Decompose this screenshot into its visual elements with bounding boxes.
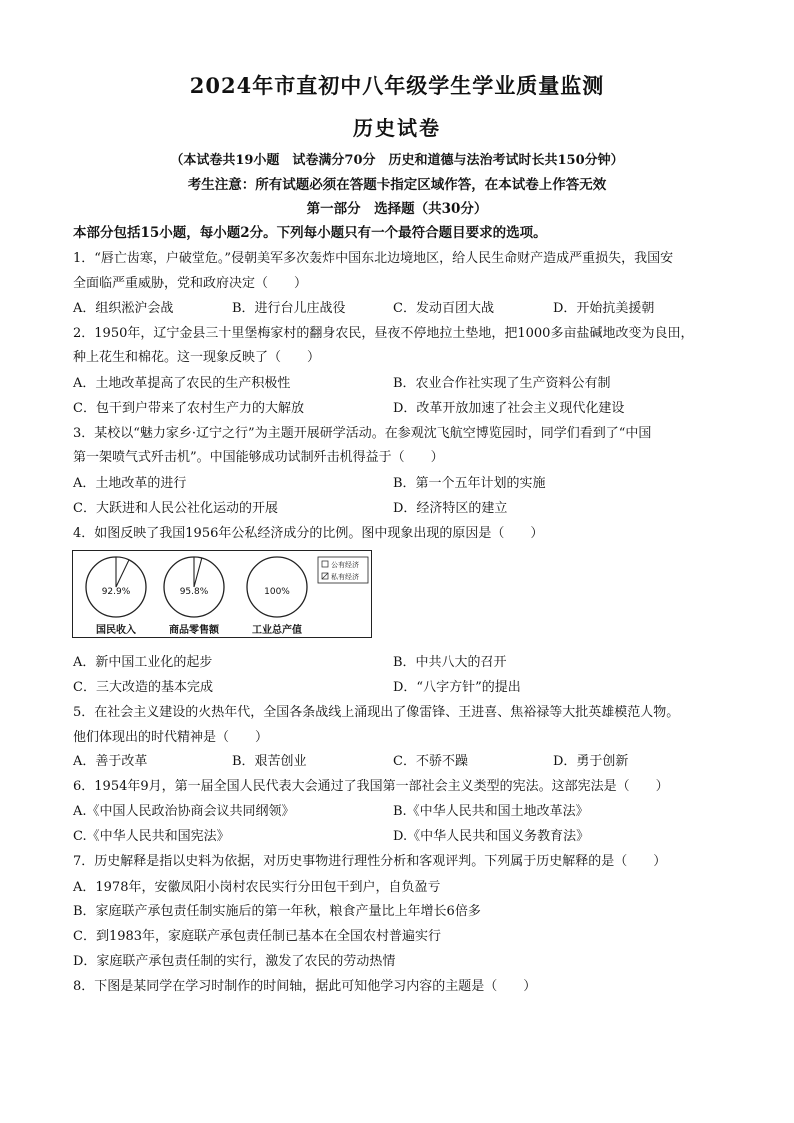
question-7-option-c: C．到1983年，家庭联产承包责任制已基本在全国农村普遍实行 bbox=[73, 929, 442, 944]
question-6-option-c: C.《中华人民共和国宪法》 bbox=[73, 829, 230, 844]
pie-chart-svg bbox=[73, 551, 373, 639]
exam-notice: 考生注意：所有试题必须在答题卡指定区域作答，在本试卷上作答无效 bbox=[187, 177, 607, 193]
question-5-option-d: D．勇于创新 bbox=[553, 754, 629, 769]
question-3-line-1: 3．某校以“魅力家乡·辽宁之行”为主题开展研学活动。在参观沈飞航空博览园时，同学们看到了“中国 bbox=[73, 426, 652, 441]
question-5-line-2: 他们体现出的时代精神是（ ） bbox=[73, 730, 269, 745]
question-7-option-a: A．1978年，安徽凤阳小岗村农民实行分田包干到户，自负盈亏 bbox=[73, 880, 441, 895]
question-5-option-a: A．善于改革 bbox=[73, 754, 148, 769]
question-6-option-a: A.《中国人民政治协商会议共同纲领》 bbox=[73, 804, 295, 819]
question-3-option-d: D．经济特区的建立 bbox=[393, 501, 508, 516]
pie-1-category-label: 国民收入 bbox=[96, 625, 136, 636]
question-1-line-2: 全面临严重威胁，党和政府决定（ ） bbox=[73, 276, 308, 291]
question-2-option-b: B．农业合作社实现了生产资料公有制 bbox=[393, 376, 611, 391]
question-4-option-b: B．中共八大的召开 bbox=[393, 655, 507, 670]
exam-subject: 历史试卷 bbox=[353, 116, 441, 140]
question-8-line-1: 8．下图是某同学在学习时制作的时间轴，据此可知他学习内容的主题是（ ） bbox=[73, 979, 537, 994]
pie-legend-label-1: 公有经济 bbox=[331, 561, 359, 569]
question-5-option-c: C．不骄不躁 bbox=[393, 754, 468, 769]
question-5-line-1: 5．在社会主义建设的火热年代，全国各条战线上涌现出了像雷锋、王进喜、焦裕禄等大批英雄模范人物。 bbox=[73, 705, 680, 720]
part-heading: 第一部分 选择题（共30分） bbox=[306, 201, 488, 217]
pie-3-value-label: 100% bbox=[264, 587, 290, 597]
pie-legend-label-2: 私有经济 bbox=[331, 573, 359, 581]
pie-2-category-label: 商品零售额 bbox=[169, 625, 219, 636]
question-2-line-1: 2．1950年，辽宁金县三十里堡梅家村的翻身农民，昼夜不停地拉土垫地，把1000多亩盐碱地改变为良田， bbox=[73, 326, 694, 341]
question-1-option-c: C．发动百团大战 bbox=[393, 301, 494, 316]
part-instruction: 本部分包括15小题，每小题2分。下列每小题只有一个最符合题目要求的选项。 bbox=[73, 225, 547, 241]
question-4-option-d: D．“八字方针”的提出 bbox=[393, 680, 521, 695]
question-2-option-a: A．土地改革提高了农民的生产积极性 bbox=[73, 376, 291, 391]
question-3-option-a: A．土地改革的进行 bbox=[73, 476, 187, 491]
pie-legend-swatch-1 bbox=[322, 561, 328, 567]
question-1-option-b: B．进行台儿庄战役 bbox=[232, 301, 346, 316]
question-2-line-2: 种上花生和棉花。这一现象反映了（ ） bbox=[73, 350, 321, 365]
question-4-option-c: C．三大改造的基本完成 bbox=[73, 680, 213, 695]
pie-2-value-label: 95.8% bbox=[179, 587, 209, 597]
pie-1-value-label: 92.9% bbox=[101, 587, 131, 597]
question-7-option-b: B．家庭联产承包责任制实施后的第一年秋，粮食产量比上年增长6倍多 bbox=[73, 904, 481, 919]
question-7-line-1: 7．历史解释是指以史料为依据，对历史事物进行理性分析和客观评判。下列属于历史解释的是（ ） bbox=[73, 854, 667, 869]
question-3-option-b: B．第一个五年计划的实施 bbox=[393, 476, 546, 491]
question-4-line-1: 4．如图反映了我国1956年公私经济成分的比例。图中现象出现的原因是（ ） bbox=[73, 526, 544, 541]
question-2-option-d: D．改革开放加速了社会主义现代化建设 bbox=[393, 401, 625, 416]
economy-pie-chart bbox=[72, 550, 372, 638]
question-3-line-2: 第一架喷气式歼击机”。中国能够成功试制歼击机得益于（ ） bbox=[73, 450, 444, 465]
question-6-option-d: D.《中华人民共和国义务教育法》 bbox=[393, 829, 590, 844]
exam-title: 2024年市直初中八年级学生学业质量监测 bbox=[189, 73, 605, 98]
question-1-option-a: A．组织淞沪会战 bbox=[73, 301, 174, 316]
question-7-option-d: D．家庭联产承包责任制的实行，激发了农民的劳动热情 bbox=[73, 954, 396, 969]
pie-3-category-label: 工业总产值 bbox=[252, 625, 302, 636]
question-4-option-a: A．新中国工业化的起步 bbox=[73, 655, 213, 670]
question-1-option-d: D．开始抗美援朝 bbox=[553, 301, 655, 316]
exam-info: （本试卷共19小题 试卷满分70分 历史和道德与法治考试时长共150分钟） bbox=[170, 153, 624, 168]
question-5-option-b: B．艰苦创业 bbox=[232, 754, 307, 769]
question-2-option-c: C．包干到户带来了农村生产力的大解放 bbox=[73, 401, 304, 416]
question-1-line-1: 1．“唇亡齿寒，户破堂危。”侵朝美军多次轰炸中国东北边境地区，给人民生命财产造成严重损失，我国安 bbox=[73, 251, 674, 266]
question-6-line-1: 6．1954年9月，第一届全国人民代表大会通过了我国第一部社会主义类型的宪法。这部宪法是（ ） bbox=[73, 779, 669, 794]
question-3-option-c: C．大跃进和人民公社化运动的开展 bbox=[73, 501, 278, 516]
question-6-option-b: B.《中华人民共和国土地改革法》 bbox=[393, 804, 589, 819]
